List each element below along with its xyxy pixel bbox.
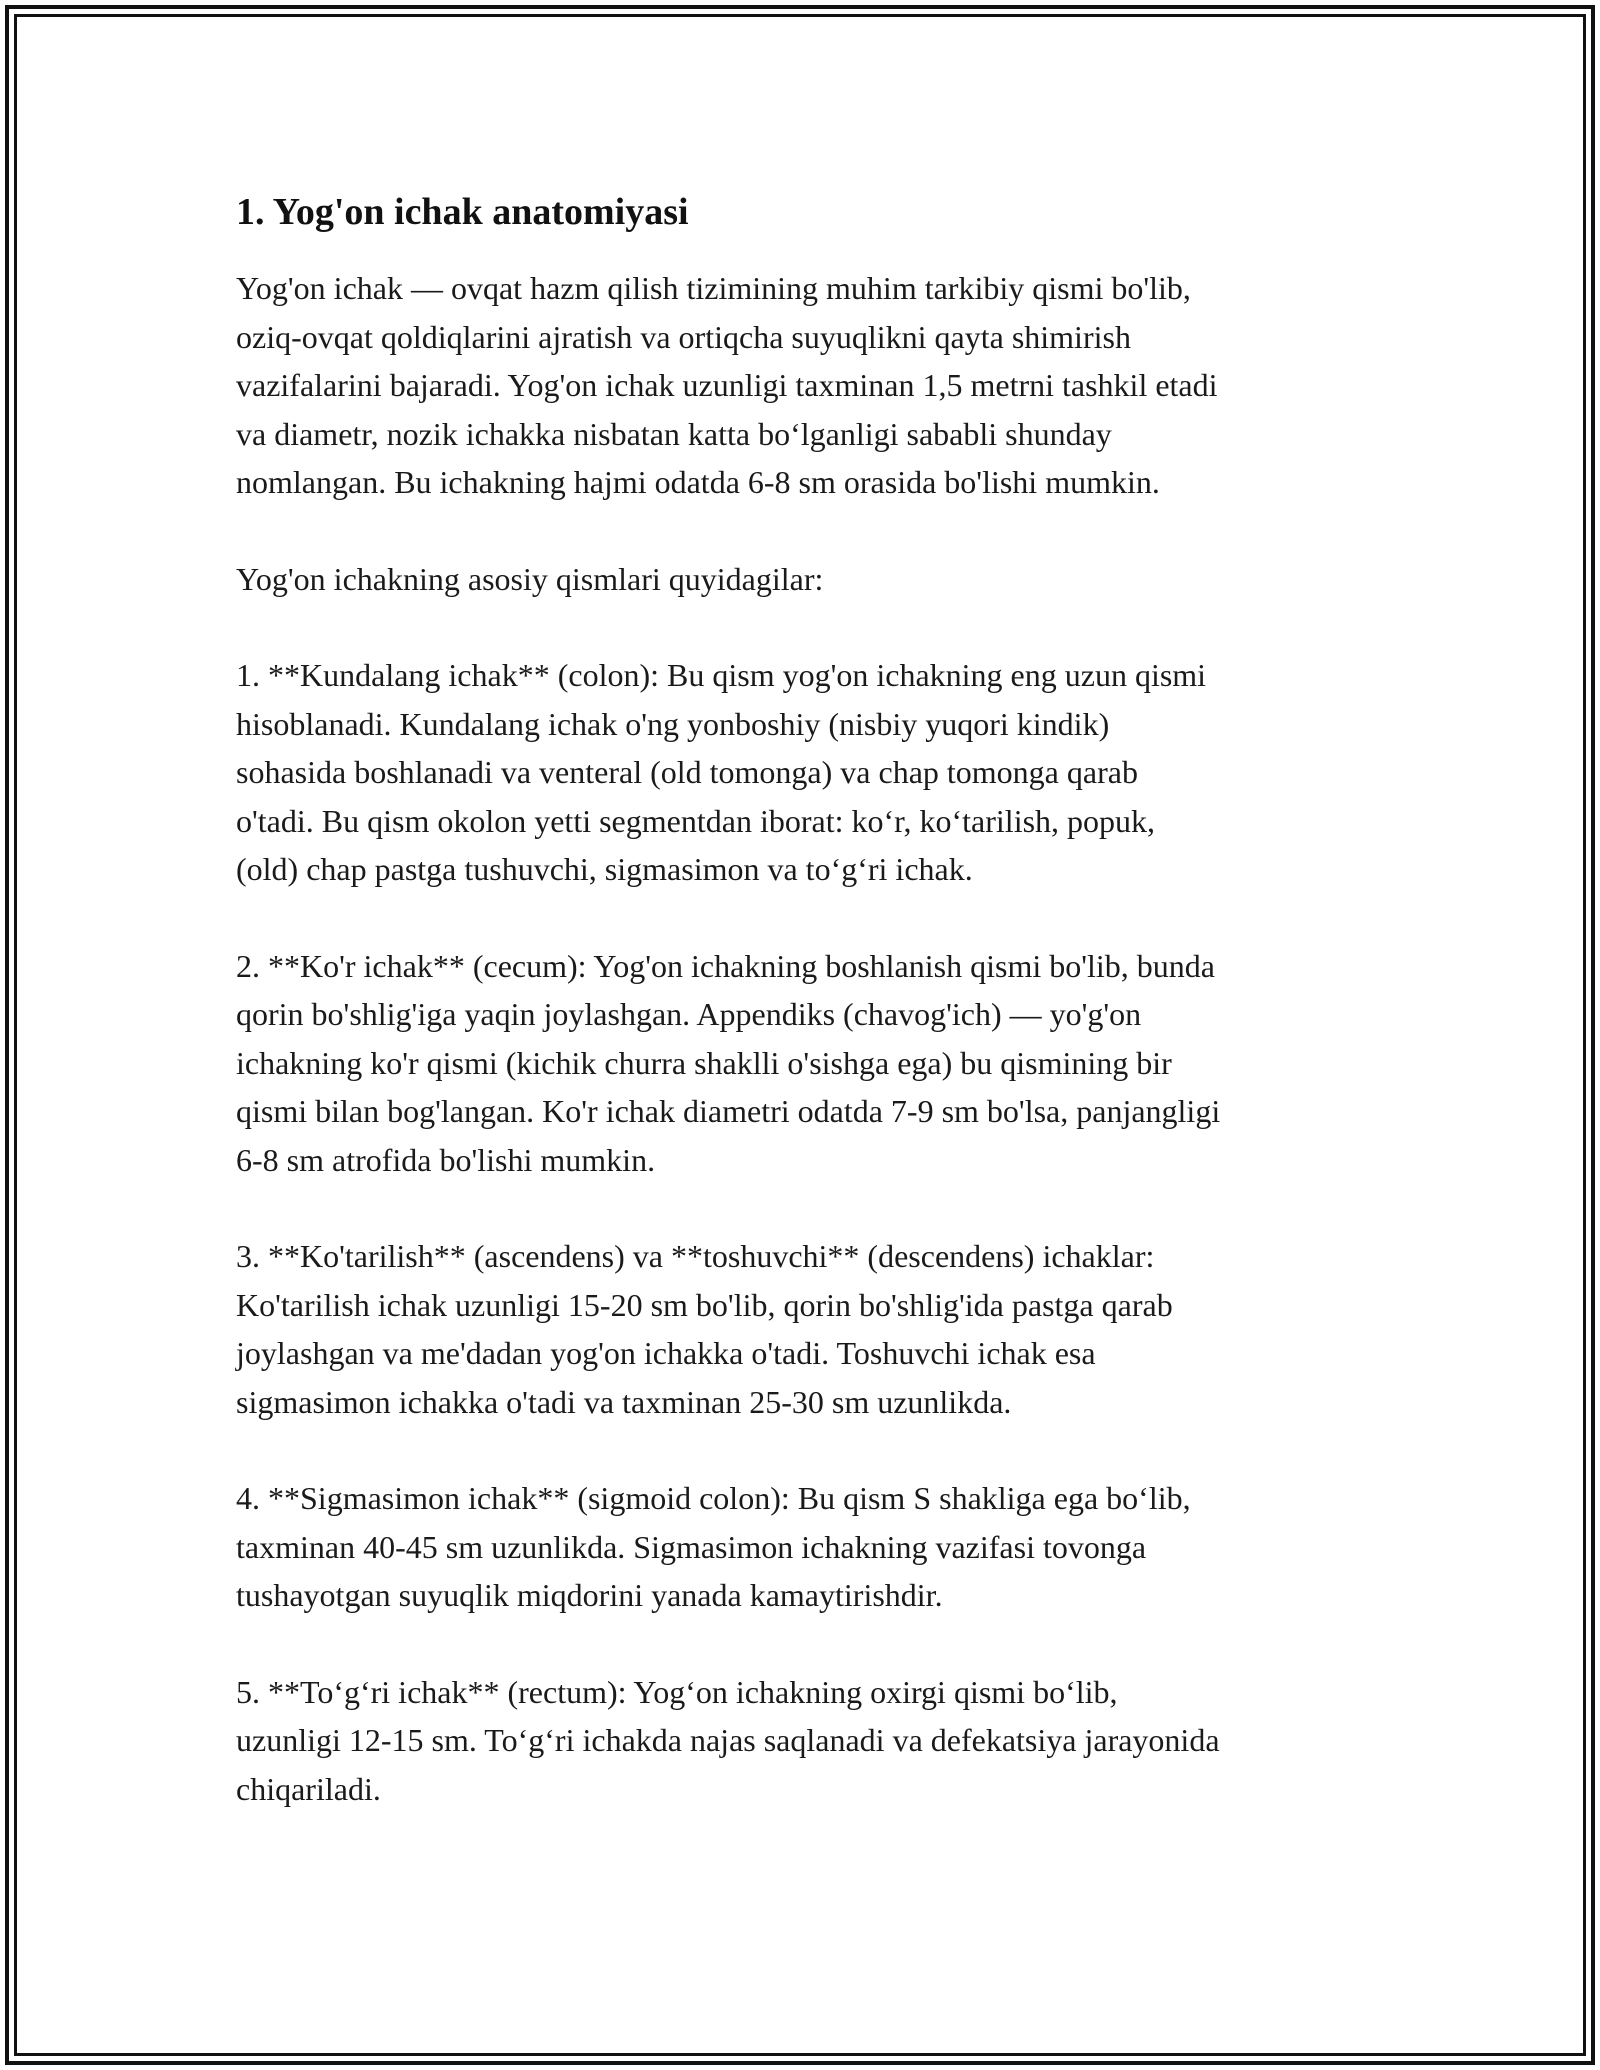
paragraph-item-colon: 1. **Kundalang ichak** (colon): Bu qism yog'on ichakning eng uzun qismi hisoblanadi. Kundalang ichak o'ng yonboshiy (nisbiy yuqori kindik) sohasida boshlanadi va venteral (old tomonga) va chap tomonga qarab o'tadi. Bu qism okolon yetti segmentdan iborat: ko‘r, ko‘tarilish, popuk, (old) chap pastga tushuvchi, sigmasimon va to‘g‘ri ichak.	[236, 657, 1207, 887]
paragraph-parts-intro: Yog'on ichakning asosiy qismlari quyidagilar:	[236, 560, 824, 597]
section-heading: 1. Yog'on ichak anatomiyasi	[236, 191, 689, 233]
paragraph-item-sigmoid: 4. **Sigmasimon ichak** (sigmoid colon): Bu qism S shakliga ega bo‘lib, taxminan 40-45 sm uzunlikda. Sigmasimon ichakning vazifasi tovonga tushayotgan suyuqlik miqdorini yanada kamaytirishdir.	[236, 1480, 1191, 1613]
paragraph-intro: Yog'on ichak — ovqat hazm qilish tizimining muhim tarkibiy qismi bo'lib, oziq-ovqat qoldiqlarini ajratish va ortiqcha suyuqlikni qayta shimirish vazifalarini bajaradi. Yog'on ichak uzunligi taxminan 1,5 metrni tashkil etadi va diametr, nozik ichakka nisbatan katta bo‘lganligi sababli shunday nomlangan. Bu ichakning hajmi odatda 6-8 sm orasida bo'lishi mumkin.	[236, 270, 1218, 500]
paragraph-item-rectum: 5. **To‘g‘ri ichak** (rectum): Yog‘on ichakning oxirgi qismi bo‘lib, uzunligi 12-15 sm. To‘g‘ri ichakda najas saqlanadi va defekatsiya jarayonida chiqariladi.	[236, 1673, 1220, 1807]
document-body	[236, 186, 1376, 1861]
paragraph-item-ascendens-descendens: 3. **Ko'tarilish** (ascendens) va **toshuvchi** (descendens) ichaklar: Ko'tarilish ichak uzunligi 15-20 sm bo'lib, qorin bo'shlig'ida pastga qarab joylashgan va me'dadan yog'on ichakka o'tadi. Toshuvchi ichak esa sigmasimon ichakka o'tadi va taxminan 25-30 sm uzunlikda.	[236, 1238, 1173, 1420]
paragraph-item-cecum: 2. **Ko'r ichak** (cecum): Yog'on ichakning boshlanish qismi bo'lib, bunda qorin bo'shlig'iga yaqin joylashgan. Appendiks (chavog'ich) — yo'g'on ichakning ko'r qismi (kichik churra shaklli o'sishga ega) bu qismining bir qismi bilan bog'langan. Ko'r ichak diametri odatda 7-9 sm bo'lsa, panjangligi 6-8 sm atrofida bo'lishi mumkin.	[236, 947, 1221, 1178]
